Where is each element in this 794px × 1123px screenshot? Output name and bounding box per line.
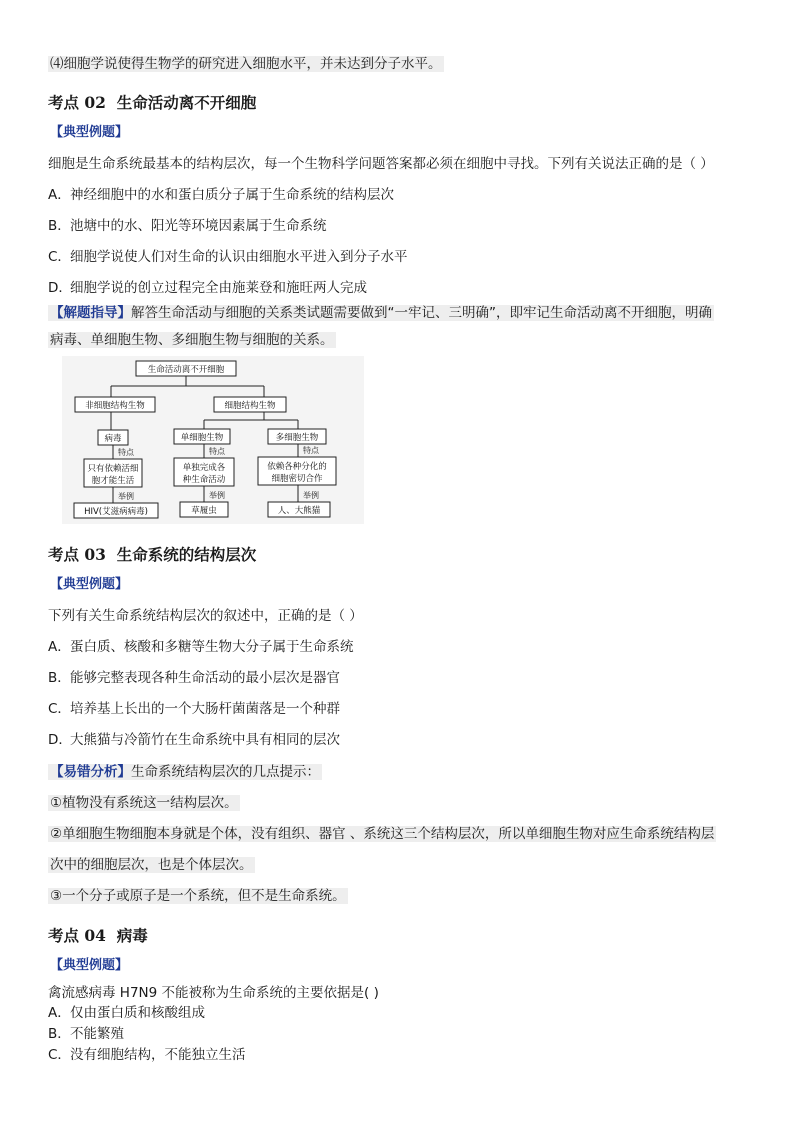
section-heading-title: 生命活动离不开细胞 xyxy=(116,93,257,112)
option-d: D．大熊猫与冷箭竹在生命系统中具有相同的层次 xyxy=(48,732,340,748)
diagram-uni-example: 草履虫 xyxy=(191,506,217,516)
diagram-multi-feature-l1: 依赖各种分化的 xyxy=(267,462,327,472)
section-04-heading xyxy=(48,924,148,946)
section-02-heading xyxy=(48,91,256,113)
diagram-example-label: 举例 xyxy=(209,491,225,500)
diagram-multi-feature-l2: 细胞密切合作 xyxy=(271,474,323,484)
diagram-multi-example: 人、大熊猫 xyxy=(277,506,321,516)
section-heading-title: 生命系统的结构层次 xyxy=(116,545,257,564)
solution-guide-line2: 病毒、单细胞生物、多细胞生物与细胞的关系。 xyxy=(50,332,334,348)
diagram-virus-feature-l2: 胞才能生活 xyxy=(91,476,135,486)
section-03-heading xyxy=(48,543,256,565)
diagram-virus-label: 病毒 xyxy=(104,434,122,444)
option-b: B．池塘中的水、阳光等环境因素属于生命系统 xyxy=(48,218,327,234)
diagram-uni-feature-l2: 种生命活动 xyxy=(182,475,226,485)
section-heading-number: 考点 04 xyxy=(48,926,106,945)
intro-note: ⑷细胞学说使得生物学的研究进入细胞水平，并未达到分子水平。 xyxy=(50,56,442,72)
question-text: 禽流感病毒 H7N9 不能被称为生命系统的主要依据是( ) xyxy=(48,985,379,1001)
option-d: D．细胞学说的创立过程完全由施莱登和施旺两人完成 xyxy=(48,280,367,296)
diagram-feature-label: 特点 xyxy=(303,446,319,455)
diagram-virus-feature-l1: 只有依赖活细 xyxy=(87,464,139,474)
diagram-noncell-label: 非细胞结构生物 xyxy=(85,401,145,411)
section-heading-number: 考点 02 xyxy=(48,93,106,112)
diagram-root-label: 生命活动离不开细胞 xyxy=(147,365,225,375)
error-analysis-tag: 【易错分析】 xyxy=(50,764,131,780)
question-text: 下列有关生命系统结构层次的叙述中，正确的是（ ） xyxy=(48,608,363,624)
diagram-feature-label: 特点 xyxy=(209,447,225,456)
diagram-virus-example: HIV(艾滋病病毒) xyxy=(84,507,148,517)
option-a: A．蛋白质、核酸和多糖等生物大分子属于生命系统 xyxy=(48,639,354,655)
error-point: 次中的细胞层次，也是个体层次。 xyxy=(50,857,253,873)
option-c: C．培养基上长出的一个大肠杆菌菌落是一个种群 xyxy=(48,701,340,717)
diagram-multicellular-label: 多细胞生物 xyxy=(275,433,319,443)
question-text: 细胞是生命系统最基本的结构层次，每一个生物科学问题答案都必须在细胞中寻找。下列有关说法正确的是（ ） xyxy=(48,156,714,172)
error-point: ②单细胞生物细胞本身就是个体，没有组织、器官 、系统这三个结构层次，所以单细胞生物对应生命系统结构层 xyxy=(50,826,715,842)
diagram-unicellular-label: 单细胞生物 xyxy=(180,433,224,443)
error-point: ③一个分子或原子是一个系统，但不是生命系统。 xyxy=(50,888,346,904)
typical-example-tag: 【典型例题】 xyxy=(50,125,129,140)
concept-tree-diagram xyxy=(62,356,364,524)
diagram-example-label: 举例 xyxy=(118,492,134,501)
section-heading-title: 病毒 xyxy=(116,926,148,945)
solution-guide: 【解题指导】解答生命活动与细胞的关系类试题需要做到“一牢记、三明确”，即牢记生命活动离不开细胞，明确 xyxy=(50,305,712,321)
option-a: A．仅由蛋白质和核酸组成 xyxy=(48,1005,205,1021)
option-b: B．不能繁殖 xyxy=(48,1026,124,1042)
option-a: A．神经细胞中的水和蛋白质分子属于生命系统的结构层次 xyxy=(48,187,394,203)
typical-example-tag: 【典型例题】 xyxy=(50,577,129,592)
diagram-feature-label: 特点 xyxy=(118,448,134,457)
option-c: C．细胞学说使人们对生命的认识由细胞水平进入到分子水平 xyxy=(48,249,408,265)
diagram-example-label: 举例 xyxy=(303,491,319,500)
diagram-cell-label: 细胞结构生物 xyxy=(224,401,276,411)
typical-example-tag: 【典型例题】 xyxy=(50,958,129,973)
option-b: B．能够完整表现各种生命活动的最小层次是器官 xyxy=(48,670,340,686)
diagram-uni-feature-l1: 单独完成各 xyxy=(182,463,226,473)
option-c: C．没有细胞结构，不能独立生活 xyxy=(48,1047,246,1063)
section-heading-number: 考点 03 xyxy=(48,545,106,564)
error-analysis: 【易错分析】生命系统结构层次的几点提示： xyxy=(50,764,320,780)
solution-guide-tag: 【解题指导】 xyxy=(50,305,131,321)
error-point: ①植物没有系统这一结构层次。 xyxy=(50,795,238,811)
